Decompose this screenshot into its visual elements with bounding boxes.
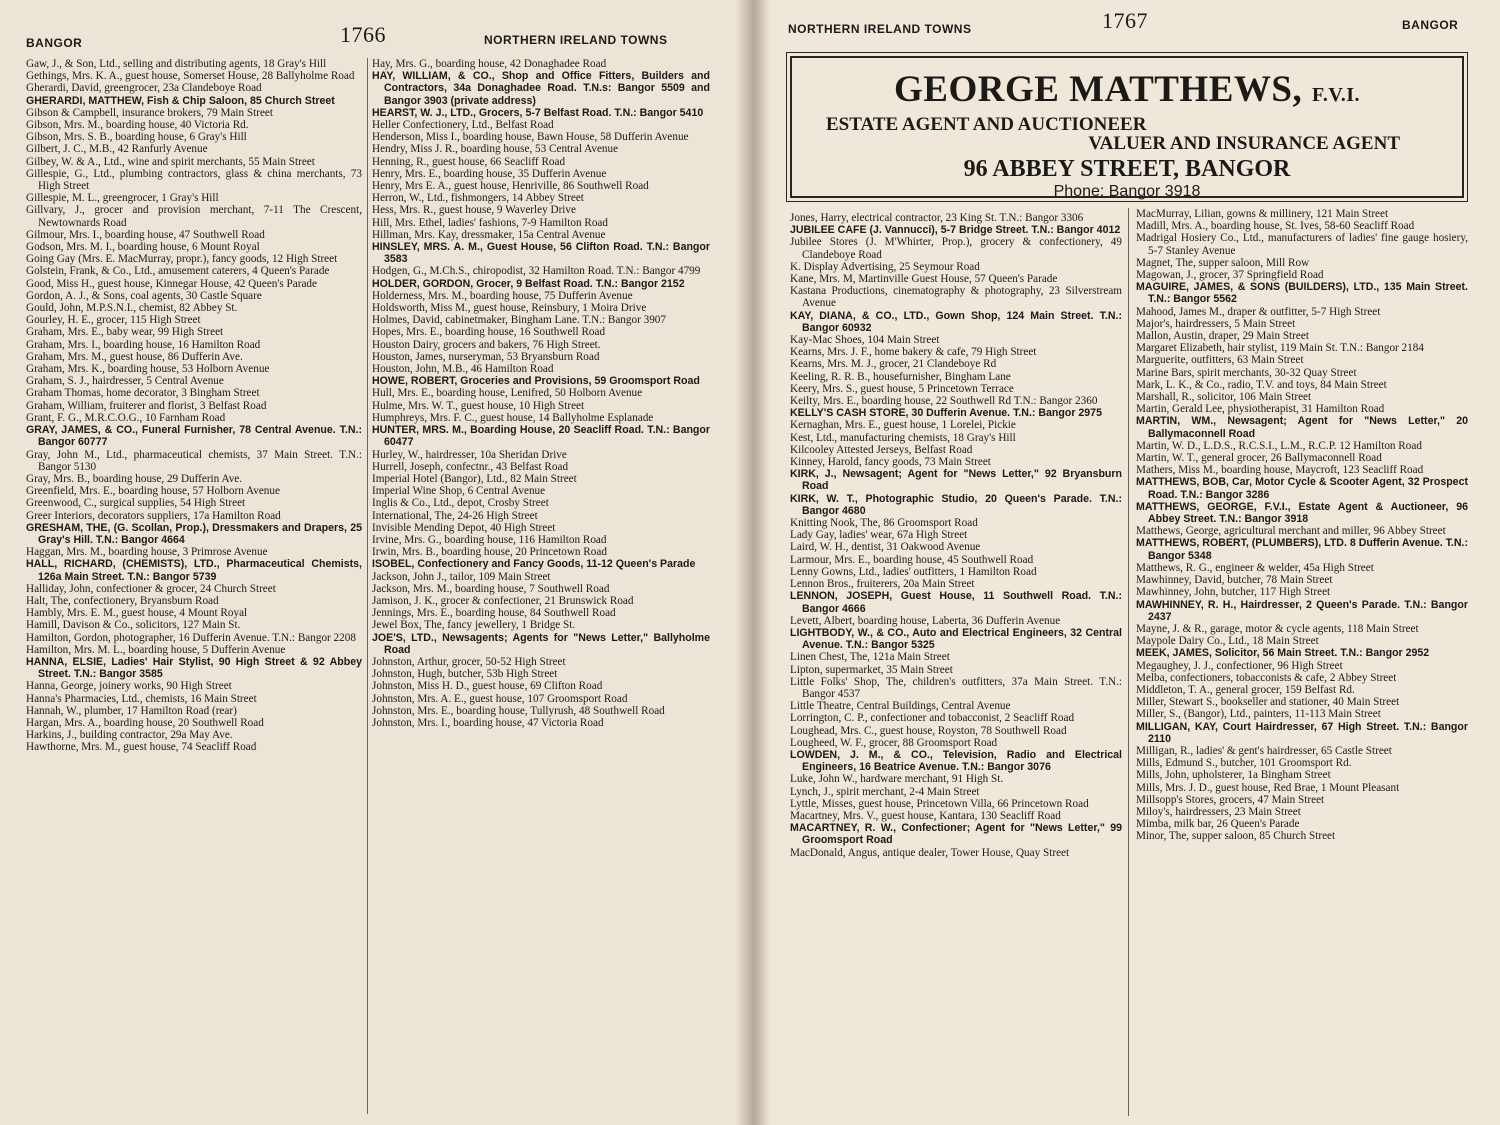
right-column-1 <box>790 212 1122 1118</box>
directory-entry: Harkins, J., building contractor, 29a May Ave. <box>26 729 233 742</box>
directory-entry: Keilty, Mrs. E., boarding house, 22 Southwell Rd T.N.: Bangor 2360 <box>790 395 1098 408</box>
directory-entry: Gilbert, J. C., M.B., 42 Ranfurly Avenue <box>26 143 208 156</box>
directory-entry: Lorrington, C. P., confectioner and tobacconist, 2 Seacliff Road <box>790 712 1075 725</box>
right-running-head-section: NORTHERN IRELAND TOWNS <box>788 22 972 36</box>
directory-entry: Hess, Mrs. R., guest house, 9 Waverley Drive <box>372 204 576 217</box>
directory-entry: ISOBEL, Confectionery and Fancy Goods, 11-12 Queen's Parade <box>372 558 696 571</box>
directory-entry: Gillespie, M. L., greengrocer, 1 Gray's Hill <box>26 192 219 205</box>
directory-entry: Halt, The, confectionery, Bryansburn Road <box>26 594 219 607</box>
directory-entry: GRAY, JAMES, & CO., Funeral Furnisher, 78 Central Avenue. T.N.: Bangor 60777 <box>26 424 362 449</box>
directory-entry: Hawthorne, Mrs. M., guest house, 74 Seacliff Road <box>26 741 257 754</box>
directory-entry: Graham, S. J., hairdresser, 5 Central Avenue <box>26 375 224 388</box>
directory-entry: Madrigal Hosiery Co., Ltd., manufacturers of ladies' fine gauge hosiery, 5-7 Stanley Avenue <box>1136 232 1468 257</box>
directory-entry: Holmes, David, cabinetmaker, Bingham Lane. T.N.: Bangor 3907 <box>372 314 666 327</box>
directory-entry: Gray, Mrs. B., boarding house, 29 Dufferin Ave. <box>26 472 243 485</box>
directory-entry: Minor, The, supper saloon, 85 Church Street <box>1136 830 1336 843</box>
directory-entry: Heller Confectionery, Ltd., Belfast Road <box>372 119 554 132</box>
directory-entry: Major's, hairdressers, 5 Main Street <box>1136 317 1296 330</box>
advert-name-suffix: F.V.I. <box>1311 84 1360 106</box>
directory-entry: Johnston, Mrs. I., boarding house, 47 Victoria Road <box>372 716 604 729</box>
directory-entry: Johnston, Mrs. A. E., guest house, 107 Groomsport Road <box>372 692 628 705</box>
directory-entry: Jubilee Stores (J. M'Whirter, Prop.), grocery & confectionery, 49 Clandeboye Road <box>790 236 1122 261</box>
directory-entry: Marine Bars, spirit merchants, 30-32 Quay Street <box>1136 366 1357 379</box>
directory-entry: MAWHINNEY, R. H., Hairdresser, 2 Queen's Parade. T.N.: Bangor 2437 <box>1136 598 1468 623</box>
directory-entry: MacDonald, Angus, antique dealer, Tower House, Quay Street <box>790 846 1070 859</box>
directory-entry: Greenwood, C., surgical supplies, 54 High Street <box>26 497 246 510</box>
directory-entry: Jones, Harry, electrical contractor, 23 King St. T.N.: Bangor 3306 <box>790 212 1084 224</box>
directory-entry: MEEK, JAMES, Solicitor, 56 Main Street. T.N.: Bangor 2952 <box>1136 647 1430 660</box>
directory-entry: Halliday, John, confectioner & grocer, 24 Church Street <box>26 582 276 595</box>
directory-entry: Levett, Albert, boarding house, Laberta, 36 Dufferin Avenue <box>790 614 1061 627</box>
directory-entry: Kinney, Harold, fancy goods, 73 Main Street <box>790 456 991 469</box>
directory-entry: Kane, Mrs. M, Martinville Guest House, 57 Queen's Parade <box>790 273 1058 286</box>
directory-entry: HEARST, W. J., LTD., Grocers, 5-7 Belfast Road. T.N.: Bangor 5410 <box>372 106 704 119</box>
directory-entry: Gillespie, G., Ltd., plumbing contractors, glass & china merchants, 73 High Street <box>26 167 362 193</box>
directory-entry: Mimba, milk bar, 26 Queen's Parade <box>1136 818 1300 831</box>
directory-entry: HAY, WILLIAM, & CO., Shop and Office Fitters, Builders and Contractors, 34a Donaghadee Road. T.N.s: Bangor 5509 and Bangor 3903 (private address) <box>372 70 710 107</box>
right-running-head-town: BANGOR <box>1402 18 1459 32</box>
directory-entry: Kest, Ltd., manufacturing chemists, 18 Gray's Hill <box>790 431 1016 444</box>
directory-entry: Lynch, J., spirit merchant, 2-4 Main Street <box>790 785 980 798</box>
directory-entry: Hill, Mrs. Ethel, ladies' fashions, 7-9 Hamilton Road <box>372 216 608 229</box>
directory-entry: Maypole Dairy Co., Ltd., 18 Main Street <box>1136 635 1319 648</box>
directory-entry: Keeling, R. R. B., housefurnisher, Bingham Lane <box>790 370 1011 383</box>
directory-entry: KELLY'S CASH STORE, 30 Dufferin Avenue. T.N.: Bangor 2975 <box>790 407 1102 420</box>
directory-entry: Houston Dairy, grocers and bakers, 76 High Street. <box>372 338 601 351</box>
directory-entry: Jewel Box, The, fancy jewellery, 1 Bridge St. <box>372 619 576 632</box>
directory-entry: Graham, William, fruiterer and florist, 3 Belfast Road <box>26 399 267 412</box>
directory-entry: Mills, Mrs. J. D., guest house, Red Brae, 1 Mount Pleasant <box>1136 781 1400 794</box>
directory-entry: LIGHTBODY, W., & CO., Auto and Electrical Engineers, 32 Central Avenue. T.N.: Bangor 5325 <box>790 626 1122 652</box>
directory-entry: MATTHEWS, GEORGE, F.V.I., Estate Agent & Auctioneer, 96 Abbey Street. T.N.: Bangor 3918 <box>1136 500 1468 526</box>
directory-entry: International, The, 24-26 High Street <box>372 509 538 522</box>
directory-entry: Holderness, Mrs. M., boarding house, 75 Dufferin Avenue <box>372 289 633 302</box>
directory-entry: Lennon Bros., fruiterers, 20a Main Street <box>790 578 975 591</box>
directory-entry: Mills, John, upholsterer, 1a Bingham Street <box>1136 769 1331 782</box>
directory-entry: Irwin, Mrs. B., boarding house, 20 Princetown Road <box>372 546 607 559</box>
directory-entry: MILLIGAN, KAY, Court Hairdresser, 67 High Street. T.N.: Bangor 2110 <box>1136 720 1468 745</box>
advert-name <box>792 70 1462 115</box>
directory-entry: Madill, Mrs. A., boarding house, St. Ives, 58-60 Seacliff Road <box>1136 220 1415 233</box>
directory-entry: Kernaghan, Mrs. E., guest house, 1 Lorelei, Pickie <box>790 419 1016 432</box>
directory-entry: Gillvary, J., grocer and provision merchant, 7-11 The Crescent, Newtownards Road <box>26 204 362 229</box>
directory-entry: KAY, DIANA, & CO., LTD., Gown Shop, 124 Main Street. T.N.: Bangor 60932 <box>790 309 1122 334</box>
directory-entry: Little Theatre, Central Buildings, Central Avenue <box>790 700 1011 713</box>
directory-entry: Hambly, Mrs. E. M., guest house, 4 Mount Royal <box>26 607 248 620</box>
directory-entry: Little Folks' Shop, The, children's outfitters, 37a Main Street. T.N.: Bangor 4537 <box>790 675 1122 700</box>
directory-entry: MAGUIRE, JAMES, & SONS (BUILDERS), LTD., 135 Main Street. T.N.: Bangor 5562 <box>1136 281 1468 306</box>
directory-entry: Martin, W. T., general grocer, 26 Ballymaconnell Road <box>1136 452 1382 465</box>
directory-entry: Mawhinney, John, butcher, 117 High Street <box>1136 586 1331 599</box>
directory-entry: GRESHAM, THE, (G. Scollan, Prop.), Dressmakers and Drapers, 25 Gray's Hill. T.N.: Bangor 4664 <box>26 521 362 546</box>
directory-entry: Luke, John W., hardware merchant, 91 High St. <box>790 773 1004 786</box>
directory-entry: Hillman, Mrs. Kay, dressmaker, 15a Central Avenue <box>372 228 606 241</box>
directory-entry: Magowan, J., grocer, 37 Springfield Road <box>1136 269 1324 282</box>
directory-entry: Imperial Wine Shop, 6 Central Avenue <box>372 485 546 498</box>
directory-entry: Going Gay (Mrs. E. MacMurray, propr.), fancy goods, 12 High Street <box>26 253 338 266</box>
directory-entry: Mahood, James M., draper & outfitter, 5-7 High Street <box>1136 305 1381 318</box>
advert-phone: Phone: Bangor 3918 <box>1053 183 1201 200</box>
directory-entry: Larmour, Mrs. E., boarding house, 45 Southwell Road <box>790 553 1034 566</box>
directory-entry: Jennings, Mrs. E., boarding house, 84 Southwell Road <box>372 607 616 620</box>
directory-entry: MATTHEWS, BOB, Car, Motor Cycle & Scooter Agent, 32 Prospect Road. T.N.: Bangor 3286 <box>1136 476 1468 501</box>
right-page <box>752 0 1500 1125</box>
left-column-1 <box>26 58 362 1118</box>
directory-entry: Miller, Stewart S., bookseller and stationer, 40 Main Street <box>1136 696 1400 709</box>
right-column-2 <box>1136 208 1468 1118</box>
directory-entry: Milligan, R., ladies' & gent's hairdresser, 65 Castle Street <box>1136 744 1392 757</box>
directory-entry: Graham, Mrs. I., boarding house, 16 Hamilton Road <box>26 338 261 351</box>
directory-entry: Gibson & Campbell, insurance brokers, 79 Main Street <box>26 106 274 119</box>
directory-entry: Hanna's Pharmacies, Ltd., chemists, 16 Main Street <box>26 692 257 705</box>
directory-entry: Martin, W. D., L.D.S., R.C.S.I., L.M., R.C.P. 12 Hamilton Road <box>1136 439 1422 452</box>
directory-entry: Keery, Mrs. S., guest house, 5 Princetown Terrace <box>790 382 1014 395</box>
directory-entry: Houston, James, nurseryman, 53 Bryansburn Road <box>372 350 600 363</box>
right-page-number: 1767 <box>1102 8 1148 33</box>
directory-entry: Mayne, J. & R., garage, motor & cycle agents, 118 Main Street <box>1136 622 1419 635</box>
left-page-number: 1766 <box>340 22 386 47</box>
directory-entry: Matthews, George, agricultural merchant and miller, 96 Abbey Street <box>1136 525 1446 538</box>
directory-entry: Gibson, Mrs. S. B., boarding house, 6 Gray's Hill <box>26 131 247 144</box>
directory-entry: MATTHEWS, ROBERT, (PLUMBERS), LTD. 8 Dufferin Avenue. T.N.: Bangor 5348 <box>1136 537 1468 562</box>
directory-entry: K. Display Advertising, 25 Seymour Road <box>790 260 980 273</box>
directory-entry: Jackson, John J., tailor, 109 Main Street <box>372 570 551 583</box>
advert-line-estate-agent: ESTATE AGENT AND AUCTIONEER <box>826 114 1147 135</box>
directory-entry: Humphreys, Mrs. F. C., guest house, 14 Ballyholme Esplanade <box>372 411 654 424</box>
directory-entry: Hamill, Davison & Co., solicitors, 127 Main St. <box>26 619 241 632</box>
directory-entry: Imperial Hotel (Bangor), Ltd., 82 Main Street <box>372 472 577 485</box>
directory-entry: Middleton, T. A., general grocer, 159 Belfast Rd. <box>1136 683 1355 696</box>
directory-entry: Lady Gay, ladies' wear, 67a High Street <box>790 529 968 542</box>
directory-entry: Macartney, Mrs. V., guest house, Kantara, 130 Seacliff Road <box>790 809 1061 822</box>
directory-entry: Gaw, J., & Son, Ltd., selling and distributing agents, 18 Gray's Hill <box>26 58 327 70</box>
directory-entry: Henry, Mrs. E., boarding house, 35 Dufferin Avenue <box>372 167 607 180</box>
directory-entry: Hanna, George, joinery works, 90 High Street <box>26 680 232 693</box>
directory-entry: Gray, John M., Ltd., pharmaceutical chemists, 37 Main Street. T.N.: Bangor 5130 <box>26 448 362 473</box>
left-column-divider <box>367 58 368 1114</box>
directory-entry: Hamilton, Gordon, photographer, 16 Dufferin Avenue. T.N.: Bangor 2208 <box>26 631 356 644</box>
directory-entry: Henderson, Miss I., boarding house, Bawn House, 58 Dufferin Avenue <box>372 131 689 144</box>
directory-entry: Golstein, Frank, & Co., Ltd., amusement caterers, 4 Queen's Parade <box>26 265 330 278</box>
directory-entry: LOWDEN, J. M., & CO., Television, Radio and Electrical Engineers, 16 Beatrice Avenue. T.N.: Bangor 3076 <box>790 748 1122 774</box>
directory-entry: Hamilton, Mrs. M. L., boarding house, 5 Dufferin Avenue <box>26 643 286 656</box>
directory-entry: Kastana Productions, cinematography & photography, 23 Silverstream Avenue <box>790 285 1122 310</box>
directory-entry: Gordon, A. J., & Sons, coal agents, 30 Castle Square <box>26 289 262 302</box>
directory-entry: Johnston, Mrs. E., boarding house, Tullyrush, 48 Southwell Road <box>372 704 665 717</box>
directory-entry: Houston, John, M.B., 46 Hamilton Road <box>372 363 554 376</box>
directory-entry: Mills, Edmund S., butcher, 101 Groomsport Rd. <box>1136 757 1352 770</box>
directory-entry: Hannah, W., plumber, 17 Hamilton Road (rear) <box>26 704 237 717</box>
directory-entry: Johnston, Hugh, butcher, 53b High Street <box>372 668 558 681</box>
directory-entry: Good, Miss H., guest house, Kinnegar House, 42 Queen's Parade <box>26 277 317 290</box>
directory-entry: Invisible Mending Depot, 40 High Street <box>372 521 556 534</box>
directory-entry: Hopes, Mrs. E., boarding house, 16 Southwell Road <box>372 326 606 339</box>
directory-entry: Kearns, Mrs. M. J., grocer, 21 Clandeboye Rd <box>790 358 997 371</box>
directory-entry: Henning, R., guest house, 66 Seacliff Road <box>372 155 566 168</box>
directory-entry: Magnet, The, supper saloon, Mill Row <box>1136 256 1310 269</box>
directory-entry: Gherardi, David, greengrocer, 23a Clandeboye Road <box>26 82 262 95</box>
directory-entry: Hurrell, Joseph, confectnr., 43 Belfast Road <box>372 460 569 473</box>
directory-entry: Lougheed, W. F., grocer, 88 Groomsport Road <box>790 736 998 749</box>
directory-entry: Hargan, Mrs. A., boarding house, 20 Southwell Road <box>26 716 264 729</box>
directory-entry: HINSLEY, MRS. A. M., Guest House, 56 Clifton Road. T.N.: Bangor 3583 <box>372 241 710 266</box>
directory-entry: Linen Chest, The, 121a Main Street <box>790 651 950 664</box>
directory-entry: Kilcooley Attested Jerseys, Belfast Road <box>790 443 973 456</box>
directory-entry: Matthews, R. G., engineer & welder, 45a High Street <box>1136 561 1374 574</box>
advert-name-text: GEORGE MATTHEWS, <box>894 69 1303 110</box>
directory-entry: Hendry, Miss J. R., boarding house, 53 Central Avenue <box>372 143 619 156</box>
directory-entry: Irvine, Mrs. G., boarding house, 116 Hamilton Road <box>372 533 607 546</box>
directory-entry: Lyttle, Misses, guest house, Princetown Villa, 66 Princetown Road <box>790 797 1089 810</box>
directory-entry: Jamison, J. K., grocer & confectioner, 21 Brunswick Road <box>372 594 634 607</box>
directory-entry: Hodgen, G., M.Ch.S., chiropodist, 32 Hamilton Road. T.N.: Bangor 4799 <box>372 265 701 278</box>
directory-entry: Jackson, Mrs. M., boarding house, 7 Southwell Road <box>372 582 610 595</box>
directory-entry: Gould, John, M.P.S.N.I., chemist, 82 Abbey St. <box>26 302 238 315</box>
directory-entry: KIRK, W. T., Photographic Studio, 20 Queen's Parade. T.N.: Bangor 4680 <box>790 492 1122 517</box>
directory-entry: HANNA, ELSIE, Ladies' Hair Stylist, 90 High Street & 92 Abbey Street. T.N.: Bangor 3585 <box>26 655 362 681</box>
directory-entry: Graham, Mrs. M., guest house, 86 Dufferin Ave. <box>26 350 243 363</box>
directory-entry: MARTIN, WM., Newsagent; Agent for "News Letter," 20 Ballymaconnell Road <box>1136 415 1468 440</box>
directory-entry: Inglis & Co., Ltd., depot, Crosby Street <box>372 497 549 510</box>
directory-entry: Greer Interiors, decorators suppliers, 17a Hamilton Road <box>26 509 281 522</box>
directory-entry: MacMurray, Lilian, gowns & millinery, 121 Main Street <box>1136 208 1389 220</box>
left-running-head-town: BANGOR <box>26 36 83 50</box>
directory-entry: Lipton, supermarket, 35 Main Street <box>790 663 953 676</box>
directory-entry: Hulme, Mrs. W. T., guest house, 10 High Street <box>372 399 585 412</box>
directory-entry: Hurley, W., hairdresser, 10a Sheridan Drive <box>372 448 567 461</box>
directory-entry: Johnston, Arthur, grocer, 50-52 High Street <box>372 655 566 668</box>
directory-entry: Laird, W. H., dentist, 31 Oakwood Avenue <box>790 541 981 554</box>
directory-entry: Kay-Mac Shoes, 104 Main Street <box>790 334 940 347</box>
directory-entry: Graham, Mrs. K., boarding house, 53 Holborn Avenue <box>26 363 270 376</box>
directory-entry: Lenny Gowns, Ltd., ladies' outfitters, 1 Hamilton Road <box>790 565 1037 578</box>
advert-address: 96 ABBEY STREET, BANGOR <box>963 156 1291 182</box>
directory-entry: Gibson, Mrs. M., boarding house, 40 Victoria Rd. <box>26 119 249 132</box>
directory-entry: Gilmour, Mrs. I., boarding house, 47 Southwell Road <box>26 228 265 241</box>
directory-entry: Hull, Mrs. E., boarding house, Lenifred, 50 Holborn Avenue <box>372 387 643 400</box>
advert-line-valuer: VALUER AND INSURANCE AGENT <box>1088 133 1400 154</box>
directory-entry: Graham Thomas, home decorator, 3 Bingham Street <box>26 387 260 400</box>
directory-entry: JOE'S, LTD., Newsagents; Agents for "News Letter," Ballyholme Road <box>372 631 710 656</box>
directory-entry: Henry, Mrs E. A., guest house, Henriville, 86 Southwell Road <box>372 180 649 193</box>
directory-entry: Loughead, Mrs. C., guest house, Royston, 78 Southwell Road <box>790 724 1067 737</box>
directory-entry: Mallon, Austin, draper, 29 Main Street <box>1136 330 1309 343</box>
directory-entry: HOLDER, GORDON, Grocer, 9 Belfast Road. T.N.: Bangor 2152 <box>372 277 685 290</box>
left-column-2 <box>372 58 710 1118</box>
directory-entry: Margaret Elizabeth, hair stylist, 119 Main St. T.N.: Bangor 2184 <box>1136 342 1424 355</box>
directory-entry: Mark, L. K., & Co., radio, T.V. and toys, 84 Main Street <box>1136 378 1387 391</box>
directory-entry: Gethings, Mrs. K. A., guest house, Somerset House, 28 Ballyholme Road <box>26 70 355 83</box>
directory-entry: Graham, Mrs. E., baby wear, 99 High Street <box>26 326 224 339</box>
directory-entry: Miller, S., (Bangor), Ltd., painters, 11-113 Main Street <box>1136 708 1381 721</box>
directory-entry: Hay, Mrs. G., boarding house, 42 Donaghadee Road <box>372 58 607 70</box>
directory-entry: JUBILEE CAFE (J. Vannucci), 5-7 Bridge Street. T.N.: Bangor 4012 <box>790 224 1121 237</box>
directory-entry: Herron, W., Ltd., fishmongers, 14 Abbey Street <box>372 192 584 205</box>
left-running-head-section: NORTHERN IRELAND TOWNS <box>484 33 668 47</box>
directory-entry: Haggan, Mrs. M., boarding house, 3 Primrose Avenue <box>26 546 268 559</box>
directory-entry: Millsopp's Stores, grocers, 47 Main Street <box>1136 793 1325 806</box>
directory-entry: MACARTNEY, R. W., Confectioner; Agent for "News Letter," 99 Groomsport Road <box>790 822 1122 847</box>
directory-entry: Greenfield, Mrs. E., boarding house, 57 Holborn Avenue <box>26 485 280 498</box>
directory-entry: Godson, Mrs. M. I., boarding house, 6 Mount Royal <box>26 241 260 254</box>
directory-entry: LENNON, JOSEPH, Guest House, 11 Southwell Road. T.N.: Bangor 4666 <box>790 590 1122 615</box>
directory-entry: Miloy's, hairdressers, 23 Main Street <box>1136 805 1301 818</box>
directory-entry: Kearns, Mrs. J. F., home bakery & cafe, 79 High Street <box>790 346 1037 359</box>
directory-entry: Grant, F. G., M.R.C.O.G., 10 Farnham Road <box>26 411 226 424</box>
directory-entry: Johnston, Miss H. D., guest house, 69 Clifton Road <box>372 680 603 693</box>
directory-entry: Mawhinney, David, butcher, 78 Main Street <box>1136 574 1333 587</box>
directory-entry: KIRK, J., Newsagent; Agent for "News Letter," 92 Bryansburn Road <box>790 468 1122 493</box>
directory-entry: Mathers, Miss M., boarding house, Maycroft, 123 Seacliff Road <box>1136 464 1424 477</box>
directory-entry: Marshall, R., solicitor, 106 Main Street <box>1136 391 1312 404</box>
directory-entry: Megaughey, J. J., confectioner, 96 High Street <box>1136 659 1343 672</box>
directory-entry: HOWE, ROBERT, Groceries and Provisions, 59 Groomsport Road <box>372 375 700 388</box>
directory-entry: GHERARDI, MATTHEW, Fish & Chip Saloon, 85 Church Street <box>26 94 335 107</box>
directory-entry: Holdsworth, Miss M., guest house, Reinsbury, 1 Moira Drive <box>372 302 647 315</box>
directory-entry: Gilbey, W. & A., Ltd., wine and spirit merchants, 55 Main Street <box>26 155 315 168</box>
directory-entry: Knitting Nook, The, 86 Groomsport Road <box>790 517 978 530</box>
directory-entry: Martin, Gerald Lee, physiotherapist, 31 Hamilton Road <box>1136 403 1385 416</box>
george-matthews-advert <box>790 56 1464 198</box>
directory-entry: HUNTER, MRS. M., Boarding House, 20 Seacliff Road. T.N.: Bangor 60477 <box>372 424 710 449</box>
directory-entry: Marguerite, outfitters, 63 Main Street <box>1136 354 1304 367</box>
directory-entry: Melba, confectioners, tobacconists & cafe, 2 Abbey Street <box>1136 671 1397 684</box>
right-column-divider <box>1128 208 1129 1116</box>
directory-entry: HALL, RICHARD, (CHEMISTS), LTD., Pharmaceutical Chemists, 126a Main Street. T.N.: Bangor 5739 <box>26 558 362 583</box>
directory-entry: Gourley, H. E., grocer, 115 High Street <box>26 314 201 327</box>
